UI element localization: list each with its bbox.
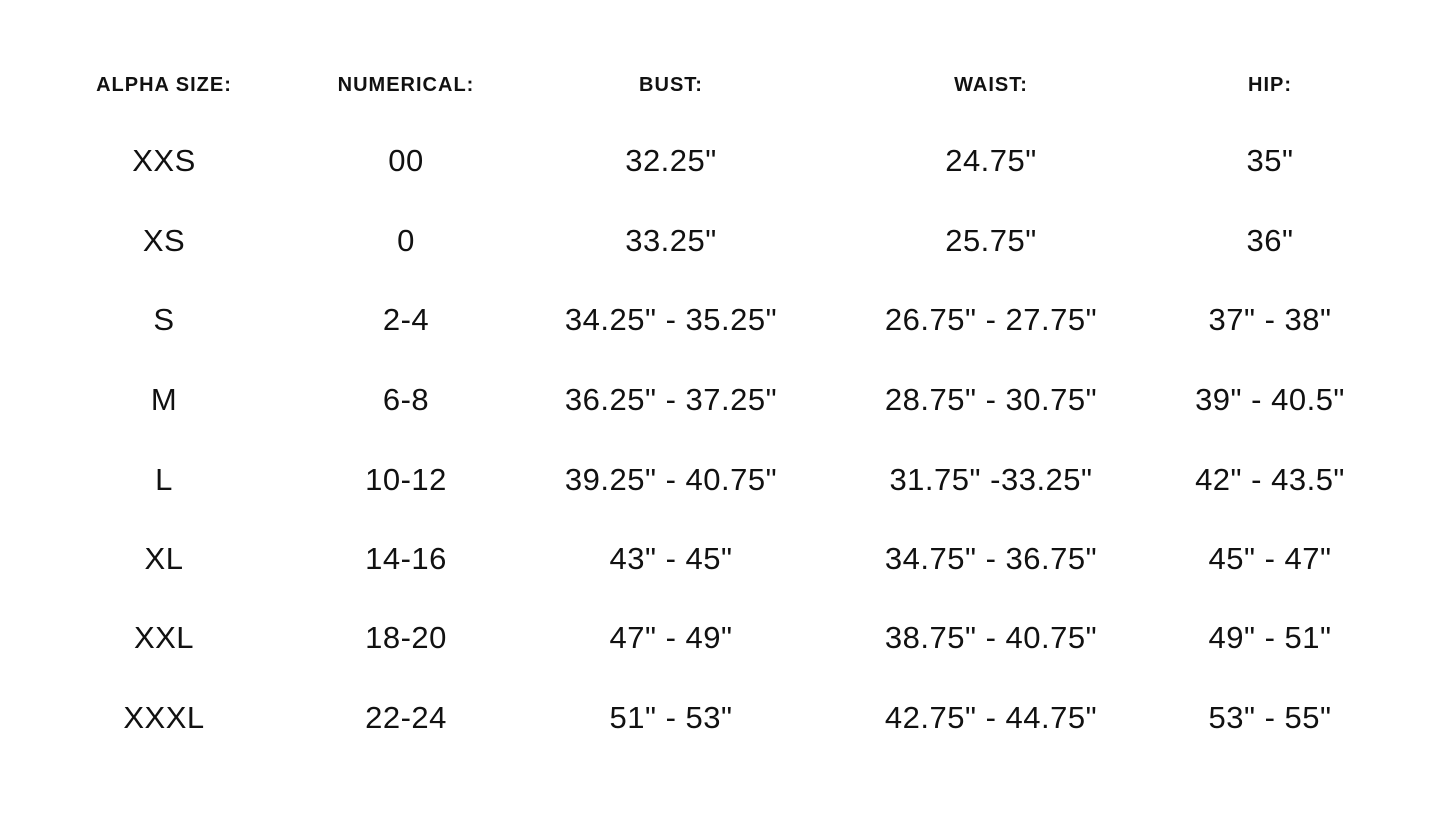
bust-cell: 47" - 49" — [609, 620, 733, 655]
header-alpha-size: ALPHA SIZE: — [96, 74, 232, 96]
numerical-cell: 2-4 — [382, 302, 430, 337]
numerical-cell: 18-20 — [365, 620, 447, 655]
alpha-size-cell: XS — [142, 223, 186, 258]
table-header-row — [0, 70, 1445, 100]
numerical-cell: 22-24 — [365, 700, 447, 735]
bust-cell: 34.25" - 35.25" — [564, 302, 778, 337]
table-row — [0, 380, 1445, 420]
alpha-size-cell: S — [153, 302, 175, 337]
hip-cell: 36" — [1246, 223, 1294, 258]
table-row — [0, 221, 1445, 261]
bust-cell: 39.25" - 40.75" — [564, 462, 778, 497]
bust-cell: 33.25" — [625, 223, 717, 258]
waist-cell: 34.75" - 36.75" — [884, 541, 1098, 576]
hip-cell: 45" - 47" — [1208, 541, 1332, 576]
alpha-size-cell: L — [155, 462, 173, 497]
numerical-cell: 0 — [397, 223, 415, 258]
hip-cell: 53" - 55" — [1208, 700, 1332, 735]
numerical-cell: 00 — [388, 143, 424, 178]
waist-cell: 26.75" - 27.75" — [884, 302, 1098, 337]
waist-cell: 31.75" -33.25" — [889, 462, 1093, 497]
bust-cell: 43" - 45" — [609, 541, 733, 576]
bust-cell: 36.25" - 37.25" — [564, 382, 778, 417]
bust-cell: 32.25" — [625, 143, 717, 178]
hip-cell: 37" - 38" — [1208, 302, 1332, 337]
header-bust: BUST: — [639, 74, 703, 96]
header-waist: WAIST: — [954, 74, 1028, 96]
table-row — [0, 141, 1445, 181]
waist-cell: 24.75" — [945, 143, 1037, 178]
table-row — [0, 539, 1445, 579]
hip-cell: 42" - 43.5" — [1195, 462, 1345, 497]
alpha-size-cell: XXL — [133, 620, 195, 655]
alpha-size-cell: XXXL — [123, 700, 205, 735]
table-row — [0, 698, 1445, 738]
bust-cell: 51" - 53" — [609, 700, 733, 735]
waist-cell: 28.75" - 30.75" — [884, 382, 1098, 417]
table-row — [0, 460, 1445, 500]
alpha-size-cell: M — [150, 382, 178, 417]
numerical-cell: 6-8 — [382, 382, 430, 417]
alpha-size-cell: XXS — [132, 143, 196, 178]
table-row — [0, 618, 1445, 658]
numerical-cell: 10-12 — [365, 462, 447, 497]
waist-cell: 42.75" - 44.75" — [884, 700, 1098, 735]
table-row — [0, 300, 1445, 340]
numerical-cell: 14-16 — [365, 541, 447, 576]
hip-cell: 35" — [1246, 143, 1294, 178]
header-hip: HIP: — [1248, 74, 1292, 96]
hip-cell: 39" - 40.5" — [1195, 382, 1345, 417]
waist-cell: 25.75" — [945, 223, 1037, 258]
header-numerical: NUMERICAL: — [337, 74, 475, 96]
waist-cell: 38.75" - 40.75" — [884, 620, 1098, 655]
hip-cell: 49" - 51" — [1208, 620, 1332, 655]
alpha-size-cell: XL — [144, 541, 184, 576]
